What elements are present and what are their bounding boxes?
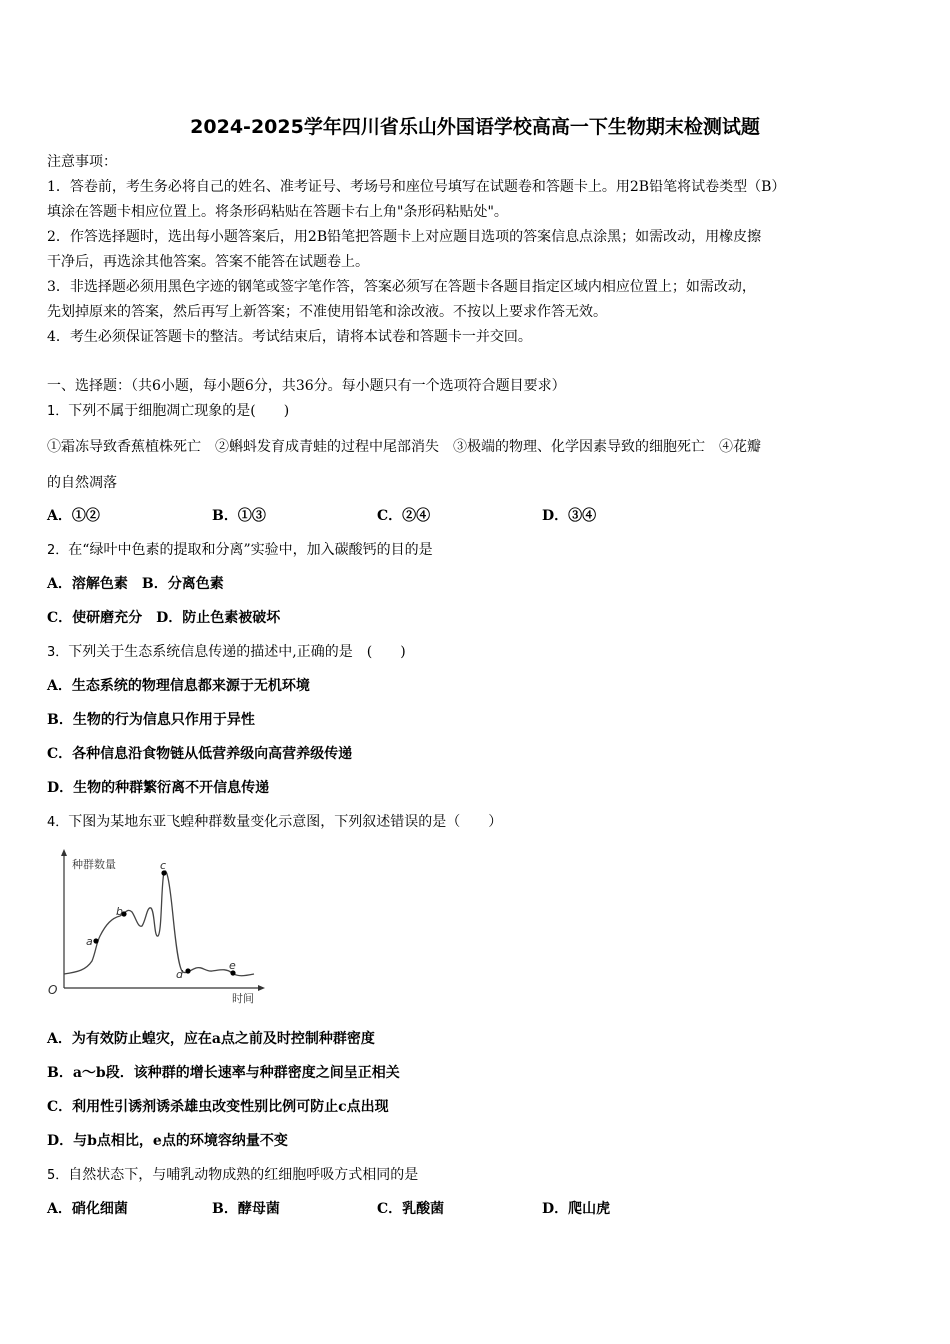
question-5: [47, 1165, 418, 1186]
y-axis-label: 种群数量: [72, 858, 116, 871]
q5-option-a: A．硝化细菌: [47, 1201, 128, 1217]
question-number: 3．: [47, 645, 69, 660]
q1-option-c: C．②④: [377, 508, 431, 524]
question-3: [47, 642, 406, 663]
notice-line: 先划掉原来的答案，然后再写上新答案；不准使用铅笔和涂改液。不按以上要求作答无效。: [47, 304, 607, 320]
point-c-label: c: [160, 859, 167, 872]
q5-option-d: D．爬山虎: [542, 1201, 611, 1217]
q4-option-a: A．为有效防止蝗灾，应在a点之前及时控制种群密度: [47, 1031, 375, 1047]
point-d: [185, 968, 190, 973]
q2-options-line: C．使研磨充分 D．防止色素被破坏: [47, 610, 281, 626]
point-e-label: e: [229, 959, 236, 972]
q3-option-b: B．生物的行为信息只作用于异性: [47, 712, 255, 728]
q2-options-line: A．溶解色素 B．分离色素: [47, 576, 224, 592]
q4-option-d: D．与b点相比，e点的环境容纳量不变: [47, 1133, 288, 1149]
q4-option-c: C．利用性引诱剂诱杀雄虫改变性别比例可防止c点出现: [47, 1099, 389, 1115]
point-d-label: d: [176, 968, 183, 981]
q1-option-b: B．①③: [212, 508, 266, 524]
section-header: 一、选择题：（共6小题，每小题6分，共36分。每小题只有一个选项符合题目要求）: [47, 378, 566, 394]
notice-line: 1．答卷前，考生务必将自己的姓名、准考证号、考场号和座位号填写在试题卷和答题卡上。用2B铅笔将试卷类型（B）: [47, 179, 786, 195]
q4-option-b: B．a～b段．该种群的增长速率与种群密度之间呈正相关: [47, 1065, 400, 1081]
q1-items-line: ①霜冻导致香蕉植株死亡 ②蝌蚪发育成青蛙的过程中尾部消失 ③极端的物理、化学因素导致的细胞死亡 ④花瓣: [47, 439, 761, 455]
notice-line: 填涂在答题卡相应位置上。将条形码粘贴在答题卡右上角"条形码粘贴处"。: [47, 204, 508, 220]
population-curve: [64, 871, 254, 976]
population-figure: [40, 846, 270, 1006]
question-stem: 下列关于生态系统信息传递的描述中,正确的是 ( ): [68, 644, 406, 660]
page-title: 2024-2025学年四川省乐山外国语学校高高一下生物期末检测试题: [190, 116, 760, 138]
question-2: [47, 540, 433, 561]
question-number: 5．: [47, 1168, 69, 1183]
point-a: [93, 938, 98, 943]
q5-option-b: B．酵母菌: [212, 1201, 280, 1217]
q1-option-d: D．③④: [542, 508, 597, 524]
q3-option-d: D．生物的种群繁衍离不开信息传递: [47, 780, 270, 796]
question-stem: 自然状态下，与哺乳动物成熟的红细胞呼吸方式相同的是: [68, 1167, 419, 1183]
q3-option-c: C．各种信息沿食物链从低营养级向高营养级传递: [47, 746, 353, 762]
notice-line: 干净后，再选涂其他答案。答案不能答在试题卷上。: [47, 254, 369, 270]
question-stem: 在“绿叶中色素的提取和分离”实验中，加入碳酸钙的目的是: [68, 542, 433, 558]
q1-option-a: A．①②: [47, 508, 100, 524]
q3-option-a: A．生态系统的物理信息都来源于无机环境: [47, 678, 310, 694]
point-a-label: a: [86, 935, 93, 948]
point-b-label: b: [116, 905, 123, 918]
question-1: [47, 401, 289, 422]
question-number: 1．: [47, 404, 69, 419]
question-stem: 下列不属于细胞凋亡现象的是( ): [68, 403, 290, 419]
notice-line: 3．非选择题必须用黑色字迹的钢笔或签字笔作答，答案必须写在答题卡各题目指定区域内相应位置上；如需改动，: [47, 279, 756, 295]
y-axis-arrow: [61, 849, 67, 856]
notice-line: 2．作答选择题时，选出每小题答案后，用2B铅笔把答题卡上对应题目选项的答案信息点涂黑；如需改动，用橡皮擦: [47, 229, 762, 245]
question-stem: 下图为某地东亚飞蝗种群数量变化示意图，下列叙述错误的是（ ）: [68, 814, 503, 830]
question-number: 4．: [47, 815, 69, 830]
question-4: [47, 812, 502, 833]
question-number: 2．: [47, 543, 69, 558]
q5-option-c: C．乳酸菌: [377, 1201, 445, 1217]
q1-items-line: 的自然凋落: [47, 475, 117, 491]
origin-label: O: [48, 983, 58, 997]
x-axis-label: 时间: [232, 992, 254, 1005]
x-axis-arrow: [258, 985, 265, 991]
notice-heading: 注意事项：: [47, 154, 117, 170]
notice-line: 4．考生必须保证答题卡的整洁。考试结束后，请将本试卷和答题卡一并交回。: [47, 329, 532, 345]
